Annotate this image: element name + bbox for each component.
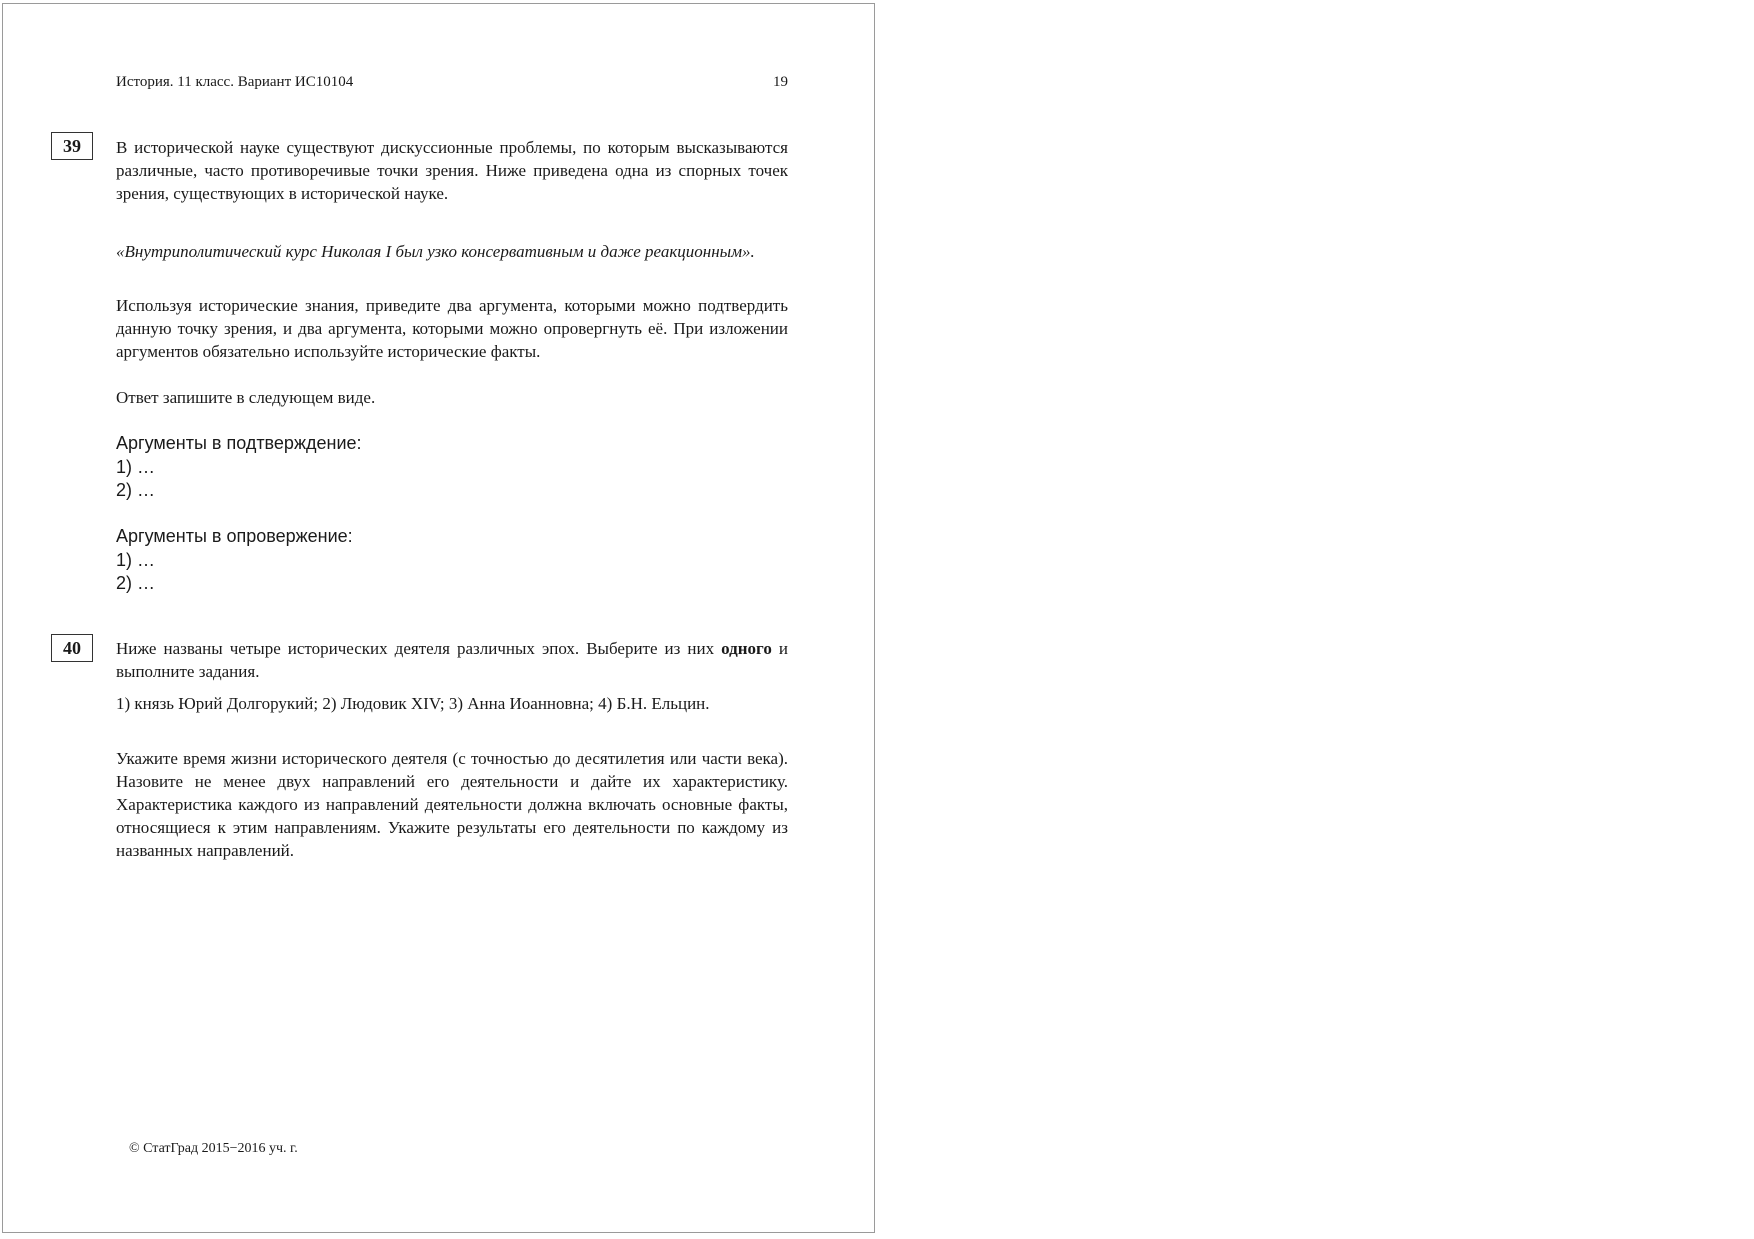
page-number: 19: [773, 74, 788, 90]
refute-item-2: 2) …: [116, 573, 156, 593]
refute-arguments-block: [116, 525, 788, 596]
confirm-item-1: 1) …: [116, 456, 156, 477]
copyright-footer: © СтатГрад 2015−2016 уч. г.: [129, 1141, 298, 1156]
confirm-heading: Аргументы в подтверждение:: [116, 433, 362, 453]
confirm-arguments-block: [116, 432, 788, 503]
task-39-intro: В исторической науке существуют дискуссионные проблемы, по которым высказываются различные, часто противоречивые точки зрения. Ниже приведена одна из спорных точек зрения, существующих в исторической науке.: [116, 138, 788, 203]
task-40-intro-before: Ниже названы четыре исторических деятеля различных эпох. Выберите из них: [116, 639, 722, 658]
task-40-intro-after: и выполните задания.: [116, 639, 788, 681]
task-39-instruction: Используя исторические знания, приведите два аргумента, которыми можно подтвердить данную точку зрения, и два аргумента, которыми можно опровергнуть её. При изложении аргументов обязательно используйте исторические факты.: [116, 296, 788, 361]
refute-heading: Аргументы в опровержение:: [116, 526, 353, 546]
confirm-item-2: 2) …: [116, 480, 156, 500]
task-40-figures: 1) князь Юрий Долгорукий; 2) Людовик XIV; 3) Анна Иоанновна; 4) Б.Н. Ельцин.: [116, 694, 710, 713]
task-40-instruction: Укажите время жизни исторического деятеля (с точностью до десятилетия или части века). Назовите не менее двух направлений его деятельности и дайте их характеристику. Характеристика каждого из направлений деятельности должна включать основные факты, относящиеся к этим направлениям. Укажите результаты его деятельности по каждому из названных направлений.: [116, 749, 788, 860]
task-39-quote: «Внутриполитический курс Николая I был узко консервативным и даже реакционным».: [116, 242, 755, 261]
page-header: [116, 74, 788, 91]
task-39-answer-format: Ответ запишите в следующем виде.: [116, 388, 376, 407]
task-40-number: 40: [51, 634, 93, 662]
task-39-number: 39: [51, 132, 93, 160]
refute-item-1: 1) …: [116, 549, 156, 570]
task-40-intro-bold: одного: [721, 639, 772, 658]
task-40-intro: [116, 637, 788, 683]
exam-page: [2, 3, 875, 1233]
header-title: История. 11 класс. Вариант ИС10104: [116, 74, 354, 90]
